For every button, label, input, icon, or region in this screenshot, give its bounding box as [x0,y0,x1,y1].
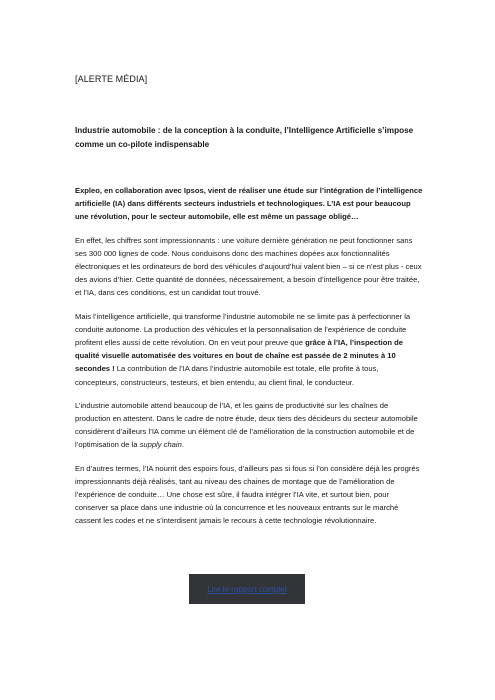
media-alert-tag: [ALERTE MÉDIA] [75,74,148,84]
intro-paragraph: Expleo, en collaboration avec Ipsos, vient de réaliser une étude sur l’intégration de l’intelligence artificielle (IA) dans différents secteurs industriels et technologiques. L’IA est pour beaucoup une révolution, pour le secteur automobile, elle est même un passage obligé… [75,186,423,222]
article-body [75,184,423,538]
read-report-button[interactable] [189,574,305,604]
paragraph-production-text-2: La contribution de l’IA dans l’industrie automobile est totale, elle profite à tous, concepteurs, constructeurs, testeurs, et bien entendu, au client final, le conducteur. [75,364,379,387]
paragraph-productivity-text-2: . [181,440,184,450]
paragraph-production-text-1: Mais l’intelligence artificielle, qui transforme l’industrie automobile ne se limite pas à perfectionner la conduite autonome. La production des véhicules et la personnalisation de l’expérience de conduite profitent elles aussi de cette révolution. On en veut pour preuve que [75,311,411,348]
read-report-link[interactable]: Lire le rapport complet [207,584,287,594]
paragraph-productivity-text-1: L’industrie automobile attend beaucoup de l’IA, et les gains de productivité sur les chaînes de production en attestent. Dans le cadre de notre étude, deux tiers des décideurs du secteur automobile considèrent d’ailleurs l’IA comme un élément clé de l’amélioration de la construction automobile et de l’optimisation de la [75,400,418,450]
inspection-highlight: grâce à l’IA, l’inspection de qualité visuelle automatisée des voitures en bout de chaîne est passée de 2 minutes à 10 secondes ! [75,338,403,374]
supply-chain-term: supply chain [139,440,182,450]
paragraph-production [75,310,423,389]
headline: Industrie automobile : de la conception à la conduite, l’Intelligence Artificielle s’impose comme un co-pilote indispensable [75,126,414,149]
paragraph-conclusion: En d’autres termes, l’IA nourrit des espoirs fous, d’ailleurs pas si fous si l’on considère déjà les progrès impressionnants déjà réalisés, tant au niveau des chaines de montage que de l’amélioration de l’expérience de conduite… Une chose est sûre, il faudra intégrer l’IA vite, et surtout bien, pour conserver sa place dans une industrie où la concurrence et les nouveaux entrants sur le marché cassent les codes et ne s’interdisent jamais le recours à cette technologie révolutionnaire. [75,463,420,526]
paragraph-figures: En effet, les chiffres sont impressionnants : une voiture dernière génération ne peut fonctionner sans ses 300 000 lignes de code. Nous conduisons donc des machines dopées aux fonctionnalités électroniques et les ordinateurs de bord des véhicules d’aujourd’hui valent bien – si ce n’est plus - ceux des avions d’hier. Cette quantité de données, nécessairement, a besoin d’intelligence pour être traitée, et l’IA, dans ces conditions, est un candidat tout trouvé. [75,235,422,298]
paragraph-productivity [75,399,423,452]
